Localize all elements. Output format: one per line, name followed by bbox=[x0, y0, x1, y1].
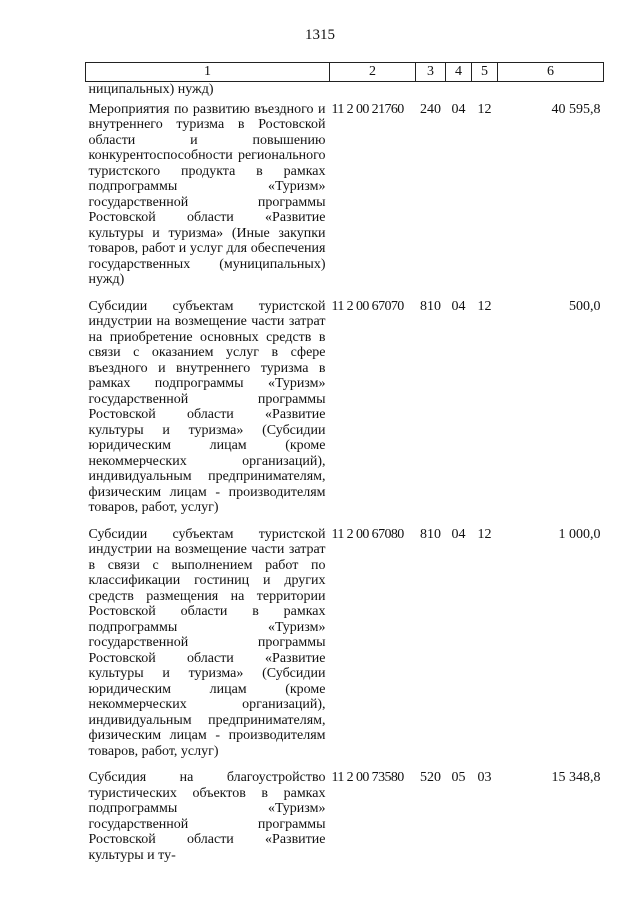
row-target-code: 11 2 00 67080 bbox=[331, 526, 404, 542]
column-header-4: 4 bbox=[446, 63, 472, 82]
column-header-3: 3 bbox=[416, 63, 446, 82]
row-description: Субсидии субъектам туристской индустрии на возмещение части затрат в связи с выполнением работ по классификации гостиниц и других средств размещения на территории Ростовской области в рамках подпрограммы «Туризм» государственной программы Ростовской области «Развитие культуры и туризма» (Субсидии юридическим лицам (кроме некоммерческих организаций), индивидуальным предпринимателям, физическим лицам - производителям товаров, работ, услуг) bbox=[88, 526, 326, 759]
continuation-text: ниципальных) нужд) bbox=[88, 82, 214, 97]
continuation-row bbox=[86, 82, 604, 102]
column-header-1: 1 bbox=[86, 63, 330, 82]
row-target-code: 11 2 00 67070 bbox=[331, 298, 404, 314]
row-subsection: 03 bbox=[477, 770, 492, 785]
row-amount: 40 595,8 bbox=[551, 101, 601, 117]
row-section: 04 bbox=[451, 526, 466, 542]
table-row bbox=[86, 299, 604, 527]
row-subsection: 12 bbox=[477, 526, 492, 542]
row-description: Мероприятия по развитию въездного и внутреннего туризма в Ростовской области и повышению конкурентоспособности регионального туристского продукта в рамках подпрограммы «Туризм» государственной программы Ростовской области «Развитие культуры и туризма» (Иные закупки товаров, работ и услуг для обеспечения государственных (муниципальных) нужд) bbox=[88, 101, 326, 287]
column-header-5: 5 bbox=[472, 63, 498, 82]
row-amount: 1 000,0 bbox=[558, 526, 601, 542]
row-expense-type: 520 bbox=[420, 770, 441, 785]
row-target-code: 11 2 00 21760 bbox=[331, 101, 404, 117]
budget-table bbox=[85, 62, 604, 874]
row-amount: 500,0 bbox=[569, 298, 601, 314]
table-row bbox=[86, 770, 604, 874]
row-target-code: 11 2 00 73580 bbox=[331, 770, 404, 785]
row-subsection: 12 bbox=[477, 298, 492, 314]
page-number: 1315 bbox=[305, 27, 335, 43]
row-description: Субсидии субъектам туристской индустрии на возмещение части затрат на приобретение основных средств в связи с оказанием услуг в сфере въездного и внутреннего туризма в рамках подпрограммы «Туризм» государственной программы Ростовской области «Развитие культуры и туризма» (Субсидии юридическим лицам (кроме некоммерческих организаций), индивидуальным предпринимателям, физическим лицам - производителям товаров, работ, услуг) bbox=[88, 298, 326, 515]
row-amount: 15 348,8 bbox=[551, 770, 601, 785]
table-row bbox=[86, 102, 604, 299]
row-expense-type: 810 bbox=[420, 526, 441, 542]
row-description: Субсидия на благоустройство туристических объектов в рамках подпрограммы «Туризм» государственной программы Ростовской области «Развитие культуры и ту- bbox=[88, 770, 326, 863]
table-header bbox=[86, 63, 604, 82]
row-section: 04 bbox=[451, 298, 466, 314]
table-row bbox=[86, 527, 604, 771]
row-expense-type: 240 bbox=[420, 101, 441, 117]
column-header-6: 6 bbox=[498, 63, 604, 82]
row-section: 05 bbox=[451, 770, 466, 785]
column-header-2: 2 bbox=[330, 63, 416, 82]
row-expense-type: 810 bbox=[420, 298, 441, 314]
row-subsection: 12 bbox=[477, 101, 492, 117]
row-section: 04 bbox=[451, 101, 466, 117]
